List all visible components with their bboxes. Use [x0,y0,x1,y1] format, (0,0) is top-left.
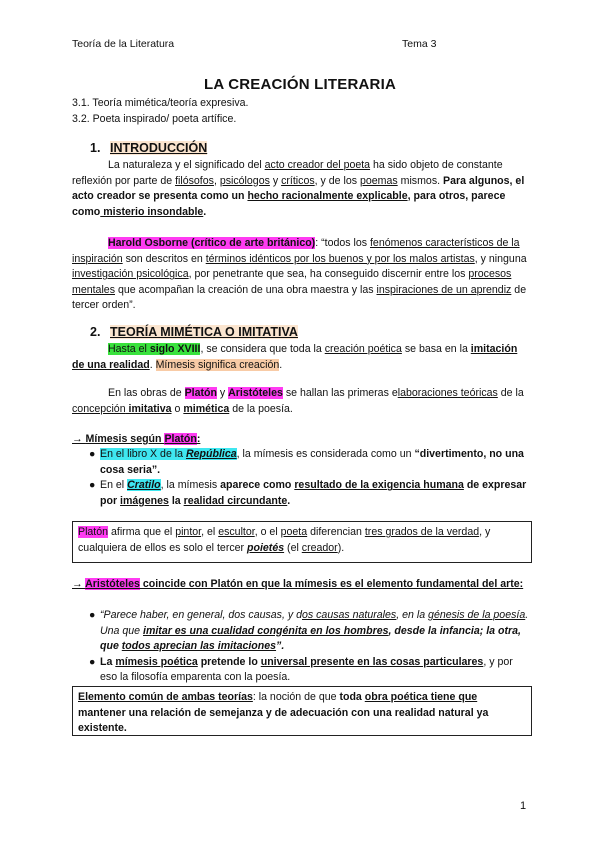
toc-item-1: 3.1. Teoría mimética/teoría expresiva. [72,97,249,109]
mimetic-paragraph: Hasta el siglo XVIII, se considera que toda la creación poética se basa en la imitación de una realidad. Mímesis significa creación. [72,343,518,371]
section-1-heading [90,141,207,155]
platon-bullets [72,447,532,509]
header-topic: Tema 3 [402,38,437,50]
section-2-title: TEORÍA MIMÉTICA O IMITATIVA [110,325,298,339]
list-item: ● “Parece haber, en general, dos causas, y dos causas naturales, en la génesis de la poesía. Una que imitar es una cualidad congénita en los hombres, desde la infancia; la otra, que todos aprecian las imitaciones”. [89,609,529,653]
section-2-number: 2. [90,325,101,339]
list-item: ● En el Cratilo, la mímesis aparece como resultado de la exigencia humana de expresar por imágenes la realidad circundante. [89,479,527,507]
osborne-quote: Harold Osborne (crítico de arte británico): “todos los fenómenos característicos de la inspiración son descritos en términos idénticos por los buenos y por los malos artistas, y ninguna investigación psicológica, por penetrante que sea, ha conseguido discernir entre los procesos mentales que acompañan la creación de una obra maestra y las inspiraciones de un aprendiz de tercer orden”. [72,237,527,312]
osborne-name: Harold Osborne (crítico de arte británico) [108,237,316,249]
section-1-number: 1. [90,141,101,155]
section-1-title: INTRODUCCIÓN [110,141,208,155]
toc-item-2: 3.2. Poeta inspirado/ poeta artífice. [72,113,237,125]
page-number: 1 [520,800,527,812]
section-2-heading [90,325,298,339]
platon-truth-box: Platón afirma que el pintor, el escultor, o el poeta diferencian tres grados de la verdad, y cualquiera de ellos es solo el tercer poietés (el creador). [72,521,532,563]
aristoteles-heading: → Aristóteles coincide con Platón en que la mímesis es el elemento fundamental del arte: [72,578,524,590]
common-element-box: Elemento común de ambas teorías: la noción de que toda obra poética tiene que mantener una relación de semejanza y de adecuación con una realidad natural ya existente. [72,686,532,736]
header-course: Teoría de la Literatura [72,38,175,50]
intro-paragraph: La naturaleza y el significado del acto creador del poeta ha sido objeto de constante reflexión por parte de filósofos, psicólogos y críticos, y de los poemas mismos. Para algunos, el acto creador se presenta como un hecho racionalmente explicable, para otros, parece como misterio insondable. [72,159,525,218]
list-item: ● En el libro X de la República, la mímesis es considerada como un “divertimento, no una cosa seria”. [89,448,524,476]
list-item: ● La mímesis poética pretende lo universal presente en las cosas particulares, y por eso la filosofía emparenta con la poesía. [89,655,513,684]
platon-heading: → Mímesis según Platón: [72,433,201,445]
page-title: LA CREACIÓN LITERARIA [204,76,396,93]
aristoteles-bullets [72,608,532,686]
works-paragraph: En las obras de Platón y Aristóteles se hallan las primeras elaboraciones teóricas de la concepción imitativa o mimética de la poesía. [72,387,524,415]
